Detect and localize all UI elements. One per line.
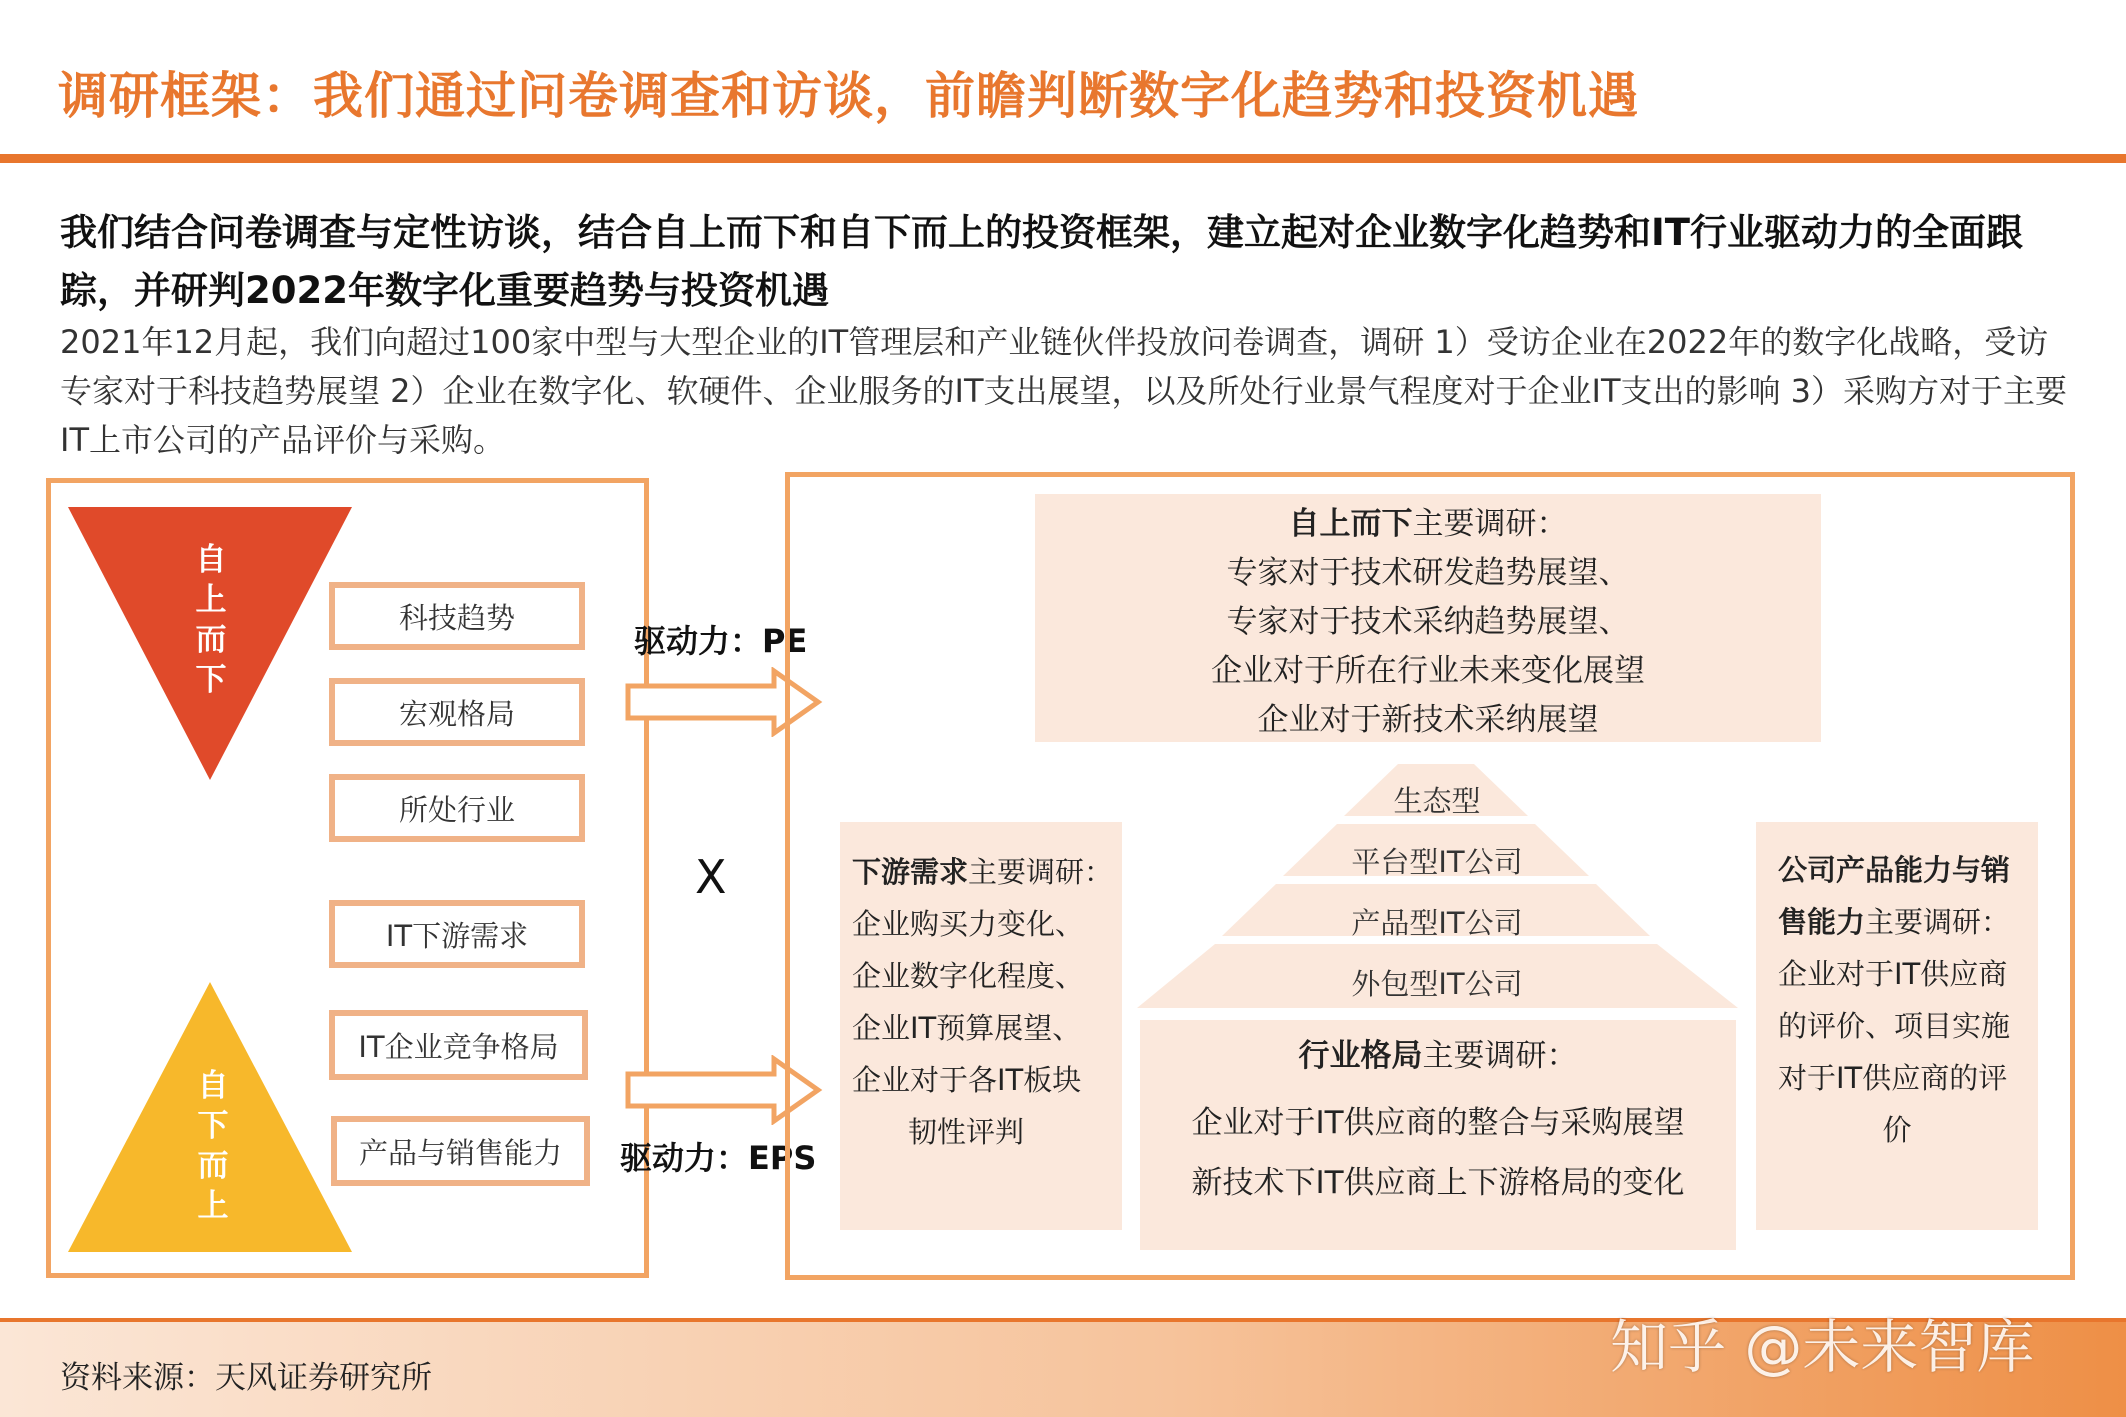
bottom-up-label: 自 下 而 上 — [197, 1068, 229, 1224]
downstream-research-item: 企业数字化程度、 — [852, 959, 1085, 993]
watermark: 知乎 @未来智库 — [1610, 1313, 2035, 1381]
pyramid-label-product: 产品型IT公司 — [1351, 906, 1523, 940]
factor-industry: 所处行业 — [329, 774, 585, 842]
factor-product-sales: 产品与销售能力 — [331, 1116, 590, 1186]
top-down-label: 自 上 而 下 — [195, 542, 227, 698]
factor-macro: 宏观格局 — [329, 678, 585, 746]
downstream-research-item: 企业购买力变化、 — [852, 907, 1085, 941]
top-down-research-box — [1035, 494, 1821, 742]
pyramid-label-ecosystem: 生态型 — [1393, 784, 1481, 818]
downstream-research-title: 下游需求主要调研： — [852, 855, 1114, 889]
downstream-research-item: 企业对于各IT板块 — [852, 1063, 1082, 1097]
top-down-research-item: 企业对于所在行业未来变化展望 — [1211, 653, 1645, 689]
downstream-research-item: 韧性评判 — [908, 1115, 1025, 1149]
industry-landscape-research-box — [1140, 1020, 1736, 1250]
title-divider — [0, 154, 2126, 163]
company-capability-research-item: 对于IT供应商的评 — [1778, 1061, 2008, 1095]
pyramid-label-outsourcing: 外包型IT公司 — [1351, 967, 1523, 1001]
eps-driver-label: 驱动力：EPS — [620, 1139, 817, 1177]
page-title: 调研框架：我们通过问卷调查和访谈，前瞻判断数字化趋势和投资机遇 — [58, 67, 1639, 125]
industry-landscape-research-item: 企业对于IT供应商的整合与采购展望 — [1191, 1105, 1685, 1141]
pyramid-label-platform: 平台型IT公司 — [1351, 845, 1523, 879]
multiply-sign: X — [695, 850, 727, 904]
lead-paragraph: 我们结合问卷调查与定性访谈，结合自上而下和自下而上的投资框架，建立起对企业数字化趋势和IT行业驱动力的全面跟踪，并研判2022年数字化重要趋势与投资机遇 — [60, 211, 2024, 312]
company-capability-research-box — [1756, 822, 2038, 1230]
downstream-research-item: 企业IT预算展望、 — [852, 1011, 1082, 1045]
top-down-research-item: 专家对于技术采纳趋势展望、 — [1226, 604, 1630, 640]
factor-downstream-demand: IT下游需求 — [329, 900, 585, 968]
factor-competition: IT企业竞争格局 — [329, 1010, 588, 1080]
top-down-research-item: 企业对于新技术采纳展望 — [1257, 702, 1599, 738]
pe-driver-label: 驱动力：PE — [634, 622, 808, 660]
company-capability-research-item: 企业对于IT供应商 — [1778, 957, 2008, 991]
company-capability-research-item: 价 — [1882, 1113, 1912, 1147]
industry-landscape-research-item: 新技术下IT供应商上下游格局的变化 — [1191, 1165, 1685, 1201]
source-note: 资料来源：天风证券研究所 — [60, 1360, 432, 1396]
company-capability-research-title: 公司产品能力与销售能力主要调研： — [1778, 853, 2011, 939]
top-down-research-title: 自上而下主要调研： — [1288, 506, 1568, 542]
industry-landscape-research-title: 行业格局主要调研： — [1298, 1038, 1578, 1074]
top-down-research-item: 专家对于技术研发趋势展望、 — [1226, 555, 1630, 591]
description-paragraph: 2021年12月起，我们向超过100家中型与大型企业的IT管理层和产业链伙伴投放问卷调查，调研 1）受访企业在2022年的数字化战略，受访专家对于科技趋势展望 2）企业在数字化、软硬件、企业服务的IT支出展望，以及所处行业景气程度对于企业IT支出的影响 3）采购方对于主要IT上市公司的产品评价与采购。 — [60, 323, 2068, 459]
downstream-research-box — [840, 822, 1122, 1230]
company-capability-research-item: 的评价、项目实施 — [1778, 1009, 2011, 1043]
factor-tech-trend: 科技趋势 — [329, 582, 585, 650]
